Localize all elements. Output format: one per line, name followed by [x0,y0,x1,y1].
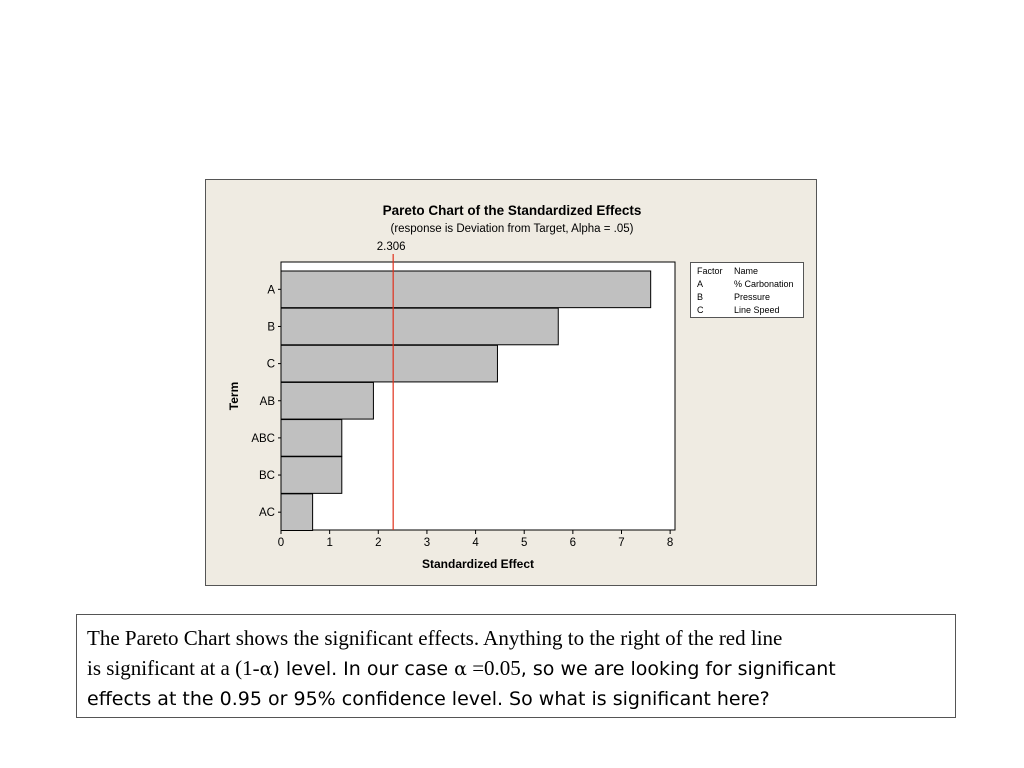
x-axis [278,530,674,549]
x-tick-label: 5 [521,537,528,549]
x-tick-label: 2 [375,537,382,549]
legend-header-factor: Factor [697,266,723,276]
alpha-symbol: α [454,658,467,680]
y-tick-label: C [266,358,275,371]
bar [281,494,313,531]
x-tick-label: 7 [618,537,625,549]
legend-row [697,279,794,289]
bar [281,308,558,345]
y-tick-label: AB [259,395,275,408]
x-axis-label: Standardized Effect [421,557,535,571]
factor-legend [690,262,804,318]
alpha-symbol: α [259,658,273,680]
bar [281,345,497,382]
legend-factor: A [697,279,704,289]
caption-line-1: The Pareto Chart shows the significant effects. Anything to the right of the red line [87,626,783,650]
caption-line-2-a: is significant at a (1- [87,656,260,680]
legend-name: % Carbonation [734,279,794,289]
chart-title: Pareto Chart of the Standardized Effects [382,203,642,218]
legend-name: Pressure [734,292,771,302]
legend-factor: B [697,292,704,302]
legend-name: Line Speed [734,305,780,315]
caption-box [76,614,956,718]
bar [281,420,342,457]
caption-line-2-c: =0.05 [466,656,521,680]
chart-panel [205,179,817,586]
significance-line-label: 2.306 [376,241,406,253]
x-tick-label: 8 [666,537,674,549]
y-axis-label: Term [227,381,241,411]
chart-subtitle: (response is Deviation from Target, Alpha = .05) [390,223,634,235]
legend-factor: C [697,305,704,315]
caption-line-2-b: ) level. In our case [272,658,455,680]
caption-line-2 [87,653,945,684]
y-tick-label: B [267,321,275,334]
pareto-chart [206,180,818,587]
legend-header-name: Name [734,266,759,276]
x-tick-label: 3 [423,537,431,549]
y-tick-label: A [267,284,275,297]
bar [281,382,373,419]
y-tick-label: ABC [251,432,275,445]
y-axis [251,284,281,519]
bar [281,457,342,494]
x-tick-label: 1 [326,537,333,549]
x-tick-label: 0 [277,537,285,549]
bar [281,271,651,308]
y-tick-label: AC [259,507,275,520]
x-tick-label: 6 [569,537,577,549]
legend-header [697,266,758,276]
y-tick-label: BC [259,470,275,483]
caption-line-3: effects at the 0.95 or 95% confidence level. So what is significant here? [87,688,770,710]
legend-row [697,292,770,302]
legend-row [697,305,780,315]
caption-line-2-d: , so we are looking for significant [520,658,836,680]
x-tick-label: 4 [472,537,479,549]
